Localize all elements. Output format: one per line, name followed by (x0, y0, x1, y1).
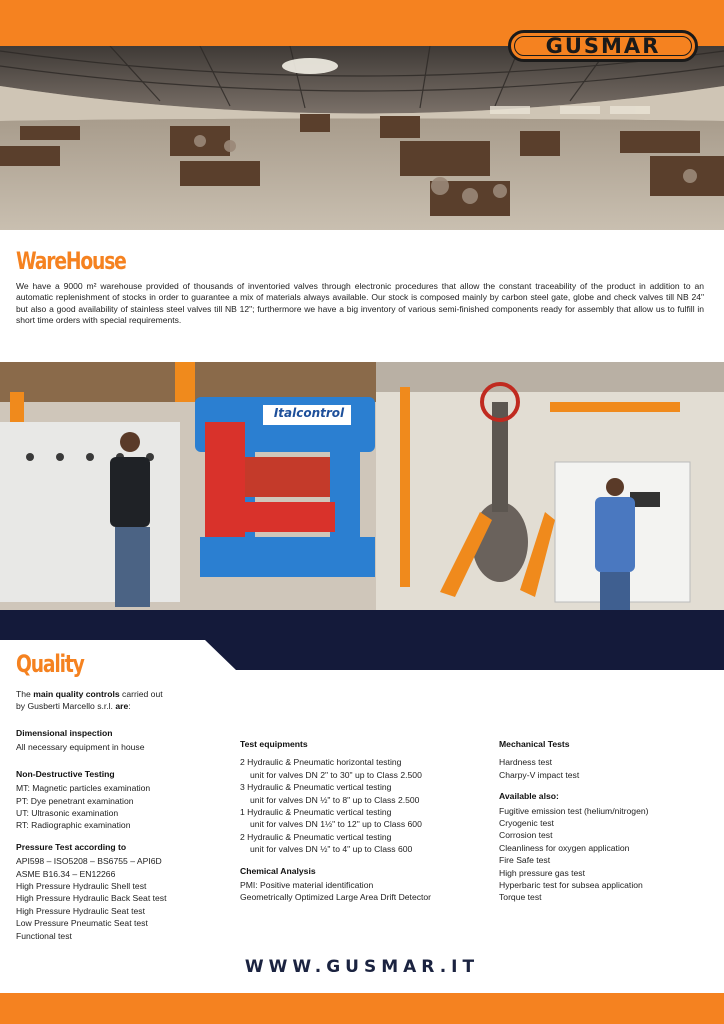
list-item: Fire Safe test (499, 855, 551, 866)
dimensional-heading: Dimensional inspection (16, 728, 113, 738)
test-equipments-heading: Test equipments (240, 739, 308, 749)
chemical-analysis-heading: Chemical Analysis (240, 865, 316, 876)
list-item: Cleanliness for oxygen application (499, 842, 630, 853)
list-item: Geometrically Optimized Large Area Drift Detector (240, 892, 432, 903)
list-item: unit for valves DN 2" to 30" up to Class 2.500 (250, 769, 422, 780)
list-item: Corrosion test (499, 830, 553, 841)
list-item: High Pressure Hydraulic Shell test (16, 881, 147, 892)
list-item: Hyperbaric test for subsea application (499, 880, 643, 891)
list-item: PT: Dye penetrant examination (16, 795, 134, 806)
available-also-heading: Available also: (499, 791, 559, 802)
list-item: ASME B16.34 – EN12266 (16, 868, 116, 879)
section-divider-bar (0, 610, 724, 670)
list-item: Cryogenic test (499, 818, 554, 829)
list-item: High Pressure Hydraulic Seat test (16, 905, 145, 916)
list-item: Hardness test (499, 757, 553, 768)
list-item: unit for valves DN ½" to 8" up to Class 2.500 (250, 794, 420, 805)
list-item: MT: Magnetic particles examination (16, 783, 151, 794)
quality-testing-photo (0, 362, 724, 610)
quality-column-3 (499, 738, 709, 904)
list-item: Charpy-V impact test (499, 769, 580, 780)
list-item: unit for valves DN 1½" to 12" up to Class 600 (250, 819, 422, 830)
gusmar-logo[interactable] (508, 30, 698, 62)
list-item: 3 Hydraulic & Pneumatic vertical testing (240, 782, 392, 793)
website-link[interactable]: WWW.GUSMAR.IT (244, 957, 480, 977)
ndt-heading: Non-Destructive Testing (16, 768, 115, 779)
list-item: High pressure gas test (499, 867, 585, 878)
list-item: PMI: Positive material identification (240, 880, 374, 891)
quality-column-1 (16, 727, 236, 942)
list-item: API598 – ISO5208 – BS6755 – API6D (16, 856, 162, 867)
bottom-accent-bar (0, 993, 724, 1024)
logo-text: GUSMAR (545, 34, 661, 58)
quality-title: Quality (16, 650, 84, 678)
quality-intro: The main quality controls carried out by Gusberti Marcello s.r.l. are: (16, 689, 163, 712)
list-item: 2 Hydraulic & Pneumatic vertical testing (240, 831, 392, 842)
list-item: Fugitive emission test (helium/nitrogen) (499, 805, 649, 816)
list-item: High Pressure Hydraulic Back Seat test (16, 893, 167, 904)
list-item: Low Pressure Pneumatic Seat test (16, 918, 148, 929)
mechanical-tests-heading: Mechanical Tests (499, 739, 570, 749)
list-item: All necessary equipment in house (16, 742, 145, 753)
list-item: Functional test (16, 930, 72, 941)
list-item: UT: Ultrasonic examination (16, 808, 119, 819)
list-item: unit for valves DN ½" to 4" up to Class 600 (250, 844, 413, 855)
warehouse-photo (0, 46, 724, 230)
pressure-test-heading: Pressure Test according to (16, 841, 127, 852)
warehouse-description: We have a 9000 m² warehouse provided of thousands of inventoried valves through electronic procedures that allow the constant traceability of the product in addition to an automatic replenishment of stocks in order to guarantee a mix of materials always available. Our stock is composed mainly by carbon steel gate, globe and check valves till NB 24" but also a good availability of stainless steel valves till NB 12"; furthermore we have a big inventory of various semi-finished components ready for assembly that allow us to fulfill in short time orders with special requirements. (16, 281, 704, 326)
warehouse-title: WareHouse (16, 247, 126, 275)
list-item: Torque test (499, 892, 542, 903)
italcontrol-label: Italcontrol (273, 406, 345, 420)
list-item: 2 Hydraulic & Pneumatic horizontal testing (240, 757, 402, 768)
list-item: 1 Hydraulic & Pneumatic vertical testing (240, 807, 392, 818)
list-item: RT: Radiographic examination (16, 820, 131, 831)
quality-column-2 (240, 738, 480, 904)
